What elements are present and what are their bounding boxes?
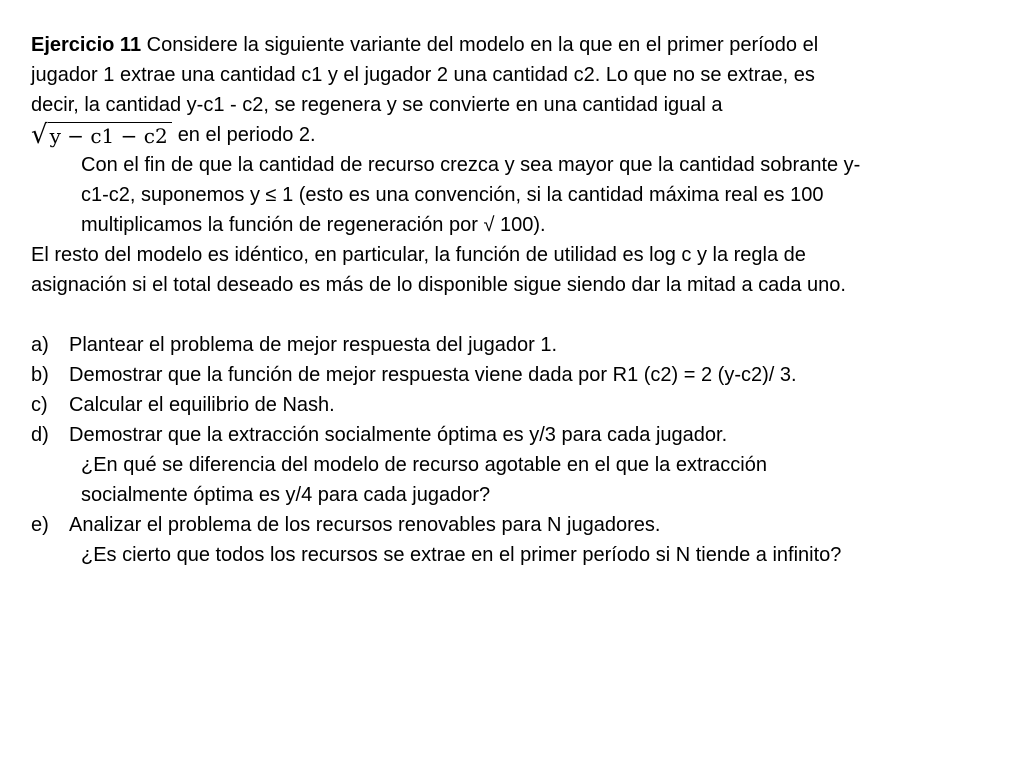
rest-line-2: asignación si el total deseado es más de lo disponible sigue siendo dar la mitad a cada uno. [31,274,846,296]
list-item [31,360,991,390]
question-list [31,330,991,570]
exercise-title: Ejercicio 11 [31,34,142,56]
item-subtext: socialmente óptima es y/4 para cada jugador? [81,484,491,506]
sqrt-radicand: y − c1 − c2 [48,122,172,149]
sqrt-expression [31,120,172,150]
item-label: c) [31,394,48,416]
item-label: e) [31,514,49,536]
spacer [31,300,991,330]
item-label: b) [31,364,49,386]
sqrt-trailing-text: en el periodo 2. [177,124,316,146]
rest-line-1: El resto del modelo es idéntico, en particular, la función de utilidad es log c y la regla de [31,244,806,266]
assumption-line-1: Con el fin de que la cantidad de recurso crezca y sea mayor que la cantidad sobrante y- [81,154,861,176]
intro-line-1 [31,30,991,60]
item-text: Analizar el problema de los recursos renovables para N jugadores. [69,514,661,536]
sqrt-icon: √ [31,120,48,150]
item-text: Demostrar que la función de mejor respuesta viene dada por R1 (c2) = 2 (y-c2)/ 3. [69,364,797,386]
list-item [31,390,991,420]
item-label: a) [31,334,49,356]
exercise-text-block [31,30,991,570]
intro-line-3: decir, la cantidad y-c1 - c2, se regenera y se convierte en una cantidad igual a [31,94,723,116]
list-item [31,510,991,540]
item-text: Demostrar que la extracción socialmente óptima es y/3 para cada jugador. [69,424,728,446]
list-item [31,420,991,450]
list-item [31,330,991,360]
item-label: d) [31,424,49,446]
item-subtext: ¿Es cierto que todos los recursos se extrae en el primer período si N tiende a infinito? [81,544,842,566]
sqrt-line [31,120,991,150]
item-subtext: ¿En qué se diferencia del modelo de recurso agotable en el que la extracción [81,454,767,476]
assumption-line-3: multiplicamos la función de regeneración por √ 100). [81,214,546,236]
intro-line-2: jugador 1 extrae una cantidad c1 y el jugador 2 una cantidad c2. Lo que no se extrae, es [31,64,815,86]
item-text: Plantear el problema de mejor respuesta del jugador 1. [69,334,558,356]
assumption-line-2: c1-c2, suponemos y ≤ 1 (esto es una convención, si la cantidad máxima real es 100 [81,184,824,206]
item-text: Calcular el equilibrio de Nash. [69,394,335,416]
intro-text-1: Considere la siguiente variante del modelo en la que en el primer período el [141,34,819,56]
